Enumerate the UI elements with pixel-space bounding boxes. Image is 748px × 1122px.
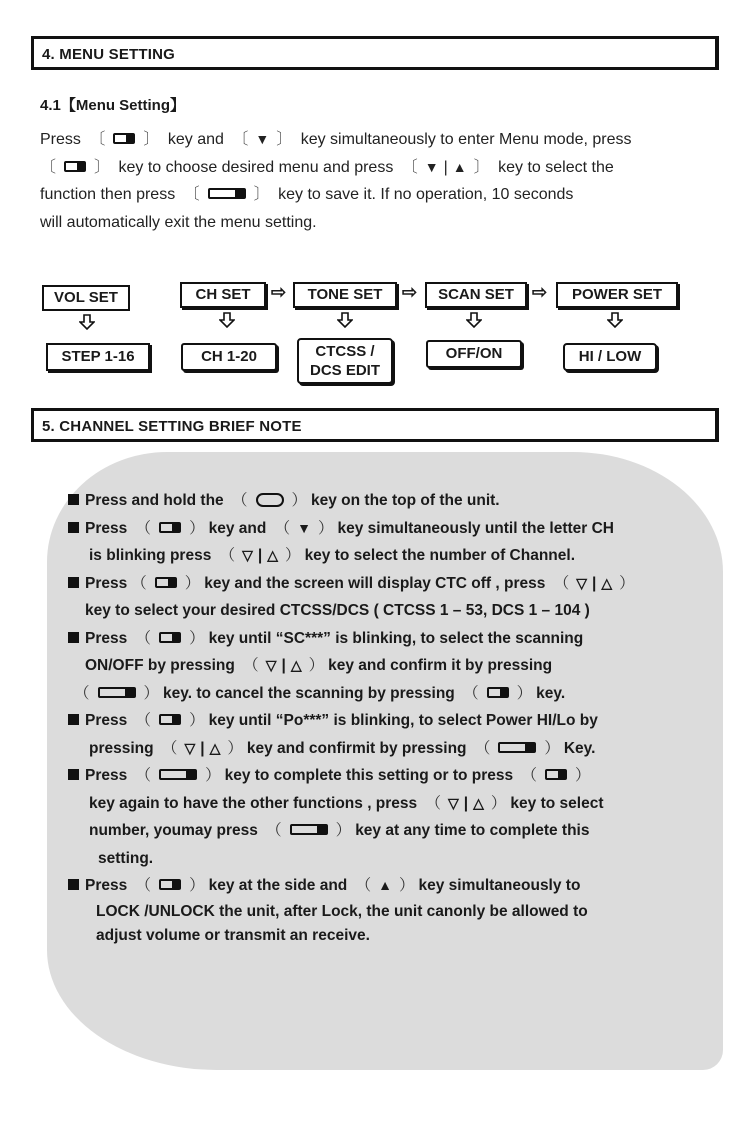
bullet-icon: [68, 714, 79, 725]
notes-list: [68, 487, 728, 948]
list-item: Press （ ） key to complete this setting or to press （ ）: [68, 762, 728, 790]
list-item: Press and hold the （ ） key on the top of the unit.: [68, 487, 728, 515]
side-key-icon: [155, 577, 177, 588]
list-item: Press （ ） key until “Po***” is blinking, to select Power HI/Lo by: [68, 707, 728, 735]
bullet-icon: [68, 494, 79, 505]
list-item: Press （ ） key until “SC***” is blinking, to select the scanning: [68, 625, 728, 653]
ptt-key-icon: [498, 742, 536, 753]
flow-box-power-set: POWER SET: [556, 282, 678, 308]
subsection-title: 4.1【Menu Setting】: [40, 97, 186, 114]
text: key simultaneously to enter Menu mode, press: [300, 131, 632, 148]
right-arrow-icon: ⇨: [532, 282, 548, 302]
instruction-line: Press 〔 〕 key and 〔 ▼ 〕 key simultaneously to enter Menu mode, press: [40, 131, 632, 148]
flow-box-ch-range: CH 1-20: [181, 343, 277, 371]
list-item-continuation: （ ） key. to cancel the scanning by pressing （ ） key.: [74, 684, 566, 702]
down-arrow-icon: [79, 314, 95, 330]
down-arrow-icon: [466, 312, 482, 328]
flow-box-ctcss-dcs: CTCSS / DCS EDIT: [297, 338, 393, 384]
header-shadow: [715, 408, 719, 442]
list-item: Press （ ） key at the side and （ ▲ ） key simultaneously to: [68, 872, 728, 900]
text: key to select the: [498, 158, 614, 176]
up-triangle-icon: ▲: [452, 158, 467, 175]
list-item-continuation: key again to have the other functions , press （ ▽ | △ ） key to select: [89, 794, 604, 812]
side-key-icon: [159, 632, 181, 643]
text: Press: [40, 131, 81, 148]
flow-box-hi-low: HI / LOW: [563, 343, 657, 371]
power-knob-icon: [256, 493, 284, 507]
down-arrow-icon: [607, 312, 623, 328]
list-item-continuation: ON/OFF by pressing （ ▽ | △ ） key and confirm it by pressing: [85, 657, 553, 674]
flow-box-vol-set: VOL SET: [42, 285, 130, 311]
list-item-continuation: setting.: [98, 849, 154, 867]
list-item-continuation: number, youmay press （ ） key at any time to complete this: [89, 822, 590, 839]
flow-box-step: STEP 1-16: [46, 343, 150, 371]
right-arrow-icon: ⇨: [271, 282, 287, 302]
section-title: 5. CHANNEL SETTING BRIEF NOTE: [42, 418, 302, 435]
side-key-icon: [159, 522, 181, 533]
section-header-menu-setting: [31, 36, 719, 70]
bullet-icon: [68, 632, 79, 643]
bullet-icon: [68, 522, 79, 533]
instruction-line: will automatically exit the menu setting.: [40, 213, 317, 231]
list-item-continuation: LOCK /UNLOCK the unit, after Lock, the unit canonly be allowed to: [96, 902, 588, 920]
ptt-key-icon: [290, 824, 328, 835]
up-triangle-icon: ▲: [378, 877, 392, 893]
side-key-icon: [545, 769, 567, 780]
text: key to choose desired menu and press: [118, 158, 394, 176]
instruction-line: function then press 〔 〕 key to save it. If no operation, 10 seconds: [40, 186, 574, 203]
flow-box-tone-set: TONE SET: [293, 282, 397, 308]
ptt-key-icon: [159, 769, 197, 780]
bullet-icon: [68, 769, 79, 780]
text: key and: [167, 131, 224, 148]
flow-box-off-on: OFF/ON: [426, 340, 522, 368]
side-key-icon: [159, 879, 181, 890]
right-arrow-icon: ⇨: [402, 282, 418, 302]
down-arrow-icon: [219, 312, 235, 328]
bullet-icon: [68, 879, 79, 890]
section-title: 4. MENU SETTING: [42, 46, 176, 63]
side-key-icon: [159, 714, 181, 725]
text: function then press: [40, 186, 176, 203]
down-triangle-icon: ▼: [255, 131, 270, 147]
down-triangle-icon: ▼: [424, 158, 439, 175]
list-item: Press （ ） key and （ ▼ ） key simultaneously until the letter CH: [68, 515, 728, 543]
list-item-continuation: pressing （ ▽ | △ ） key and confirmit by pressing （ ） Key.: [89, 739, 596, 757]
list-item-continuation: is blinking press （ ▽ | △ ） key to select the number of Channel.: [89, 547, 576, 564]
ptt-key-icon: [208, 188, 246, 199]
down-triangle-icon: ▼: [297, 519, 311, 536]
flow-box-ch-set: CH SET: [180, 282, 266, 308]
section-header-channel-setting: [31, 408, 719, 442]
list-item: Press （ ） key and the screen will display CTC off , press （ ▽ | △ ）: [68, 570, 728, 598]
side-key-icon: [113, 133, 135, 144]
flow-box-scan-set: SCAN SET: [425, 282, 527, 308]
text: key to save it. If no operation, 10 seconds: [278, 186, 574, 203]
list-item-continuation: adjust volume or transmit an receive.: [96, 926, 370, 944]
side-key-icon: [487, 687, 509, 698]
menu-instructions: [40, 126, 730, 236]
bullet-icon: [68, 577, 79, 588]
side-key-icon: [64, 161, 86, 172]
header-shadow: [715, 36, 719, 70]
down-arrow-icon: [337, 312, 353, 328]
list-item-continuation: key to select your desired CTCSS/DCS ( CTCSS 1 – 53, DCS 1 – 104 ): [85, 602, 590, 619]
instruction-line: 〔 〕 key to choose desired menu and press 〔 ▼ | ▲ 〕 key to select the: [40, 158, 614, 176]
ptt-key-icon: [98, 687, 136, 698]
